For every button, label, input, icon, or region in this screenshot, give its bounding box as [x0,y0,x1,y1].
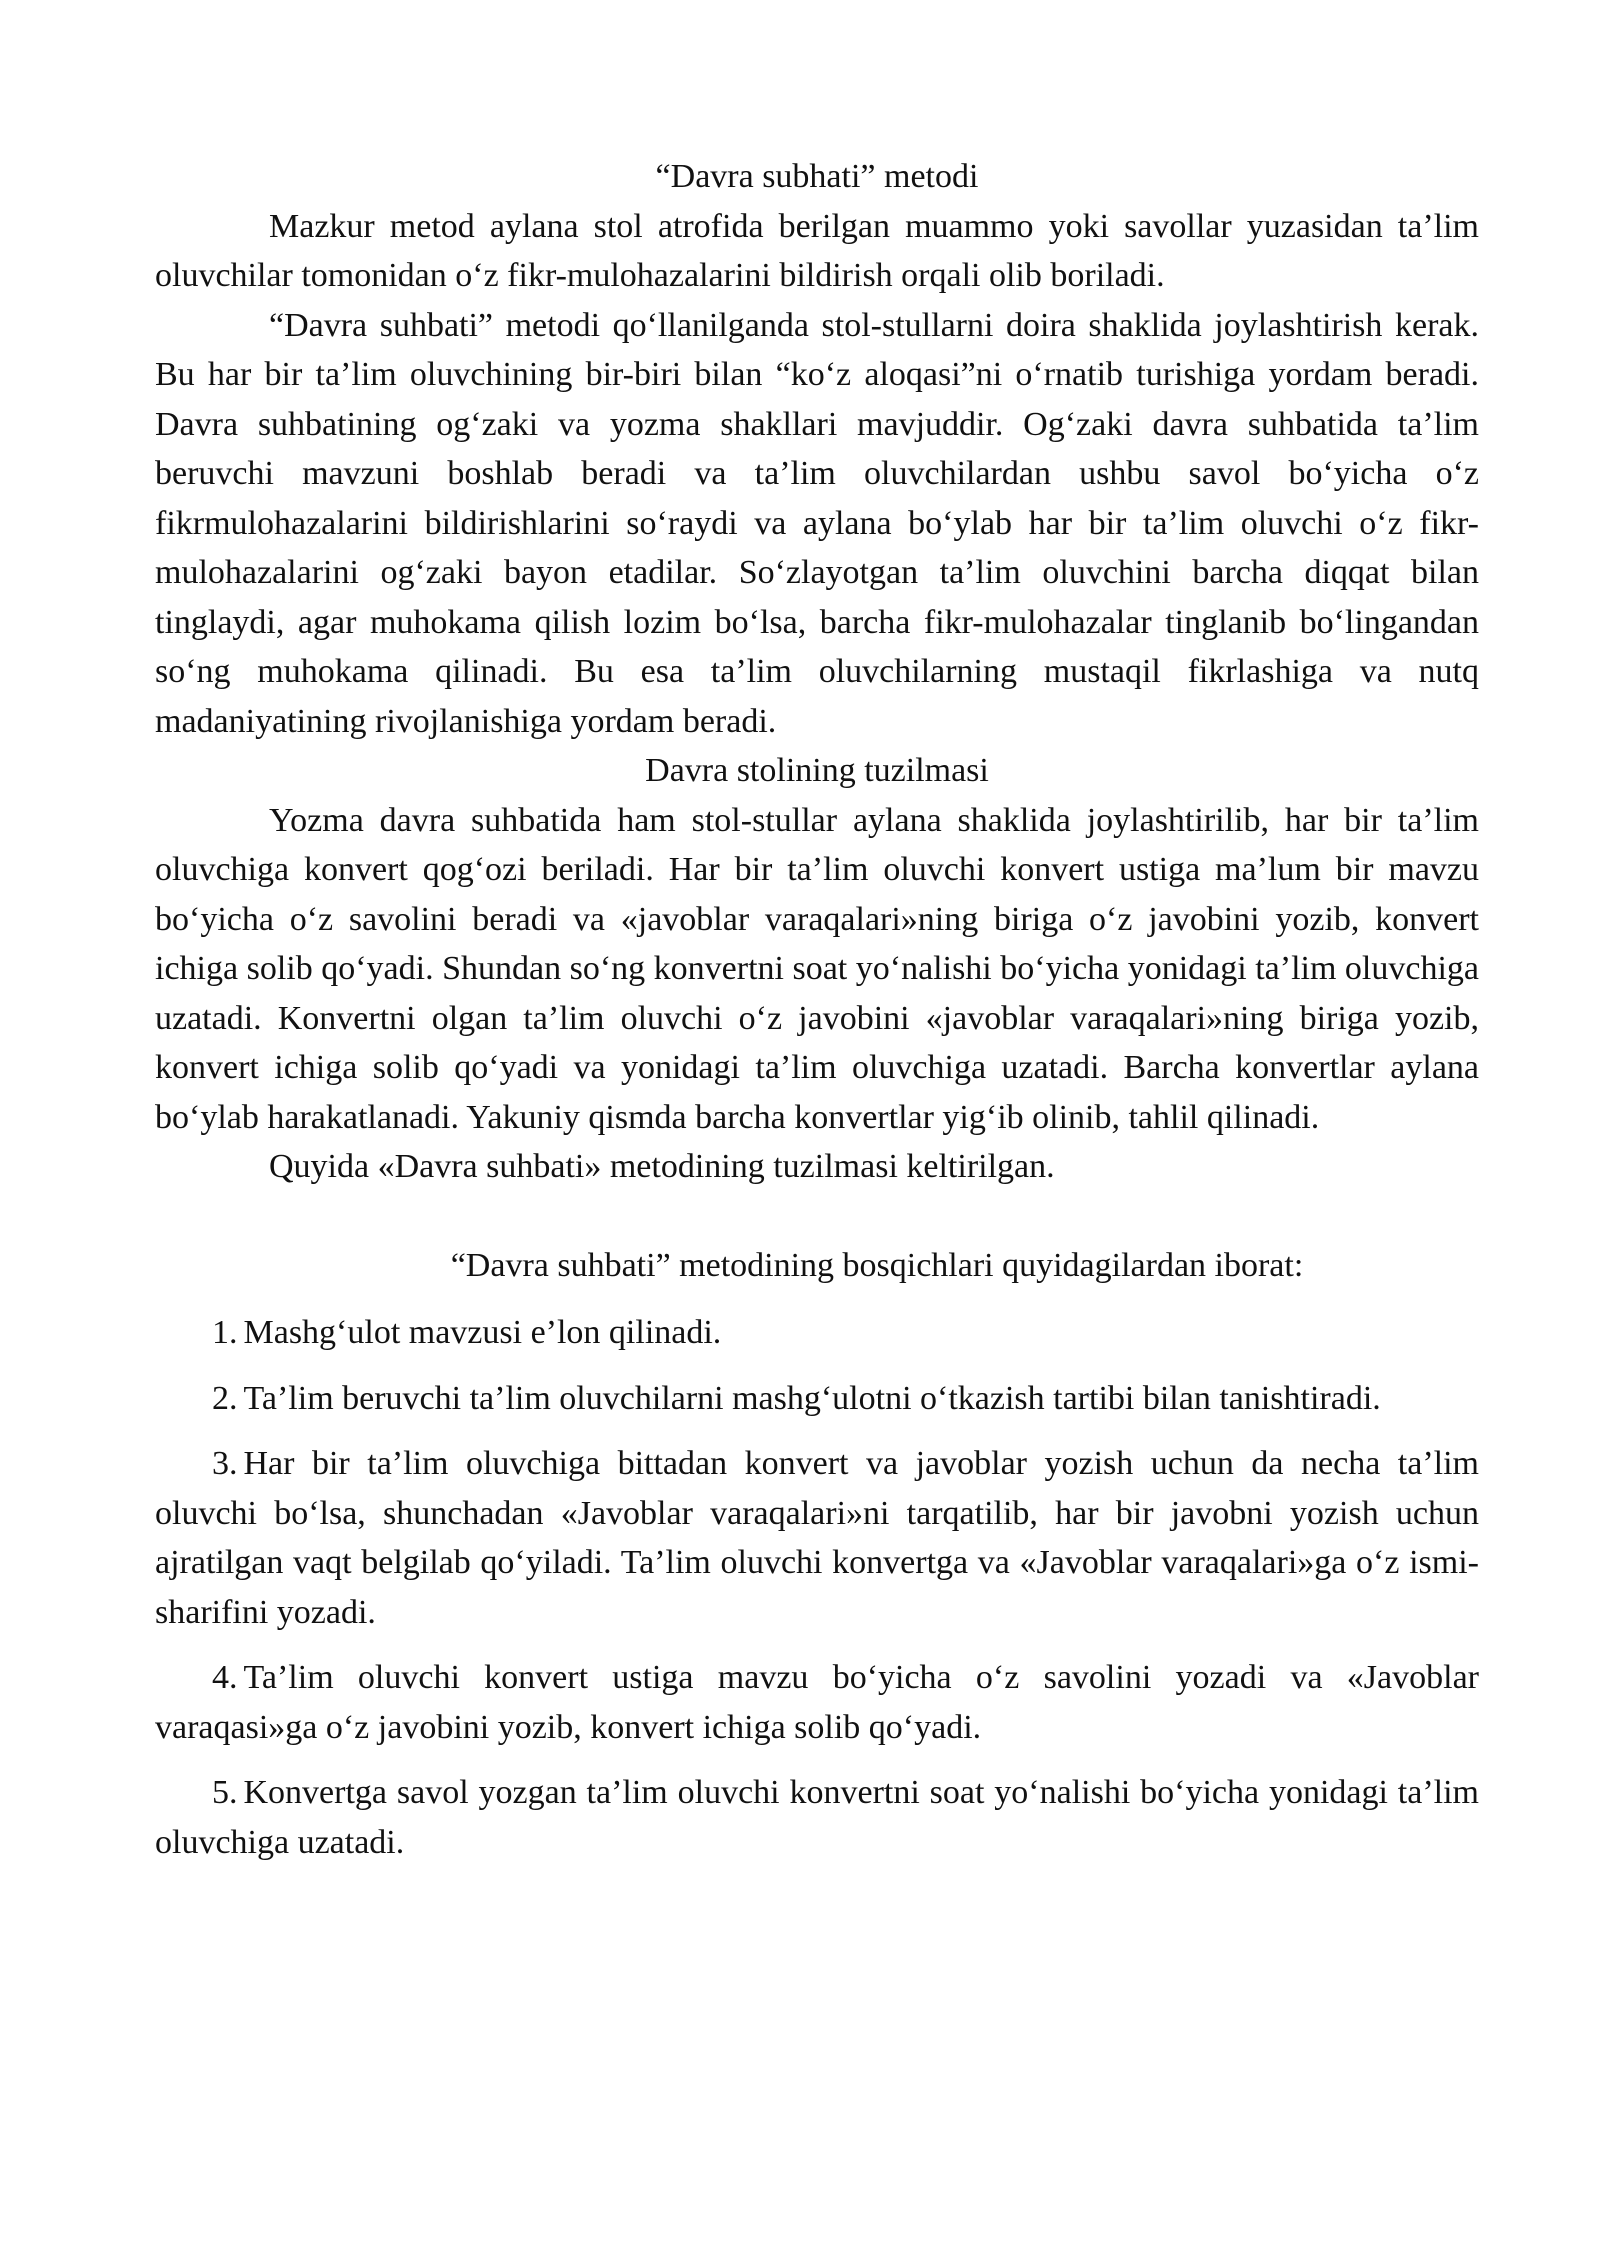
list-item-text: Har bir ta’lim oluvchiga bittadan konvert va javoblar yozish uchun da necha ta’lim oluvchi bo‘lsa, shunchadan «Javoblar varaqalari»ni tarqatilib, har bir javobni yozish uchun ajratilgan vaqt belgilab qo‘yiladi. Ta’lim oluvchi konvertga va «Javoblar varaqalari»ga o‘z ismi-sharifini yozadi. [155,1445,1479,1631]
list-item [155,1308,1479,1358]
list-item-number: 5. [212,1774,238,1811]
list-item [155,1374,1479,1424]
page-title: “Davra subhati” metodi [655,158,979,195]
list-item-number: 4. [212,1659,238,1696]
paragraph: Quyida «Davra suhbati» metodining tuzilmasi keltirilgan. [269,1148,1055,1185]
list-item-number: 1. [212,1314,238,1351]
document-body [155,152,1479,1883]
paragraph: “Davra suhbati” metodi qo‘llanilganda stol-stullarni doira shaklida joylashtirish kerak. Bu har bir ta’lim oluvchining bir-biri bilan “ko‘z aloqasi”ni o‘rnatib turishiga yordam beradi. Davra suhbatining og‘zaki va yozma shakllari mavjuddir. Og‘zaki davra suhbatida ta’lim beruvchi mavzuni boshlab beradi va ta’lim oluvchilardan ushbu savol bo‘yicha o‘z fikrmulohazalarini bildirishlarini so‘raydi va aylana bo‘ylab har bir ta’lim oluvchi o‘z fikr-mulohazalarini og‘zaki bayon etadilar. So‘zlayotgan ta’lim oluvchini barcha diqqat bilan tinglaydi, agar muhokama qilish lozim bo‘lsa, barcha fikr-mulohazalar tinglanib bo‘lingandan so‘ng muhokama qilinadi. Bu esa ta’lim oluvchilarning mustaqil fikrlashiga va nutq madaniyatining rivojlanishiga yordam beradi. [155,306,1479,740]
list-item [155,1439,1479,1637]
stages-list [155,1308,1479,1867]
paragraph: Yozma davra suhbatida ham stol-stullar aylana shaklida joylashtirilib, har bir ta’lim oluvchiga konvert qog‘ozi beriladi. Har bir ta’lim oluvchi konvert ustiga ma’lum bir mavzu bo‘yicha o‘z savolini beradi va «javoblar varaqalari»ning biriga o‘z javobini yozib, konvert ichiga solib qo‘yadi. Shundan so‘ng konvertni soat yo‘nalishi bo‘yicha yonidagi ta’lim oluvchiga uzatadi. Konvertni olgan ta’lim oluvchi o‘z javobini «javoblar varaqalari»ning biriga yozib, konvert ichiga solib qo‘yadi va yonidagi ta’lim oluvchiga uzatadi. Barcha konvertlar aylana bo‘ylab harakatlanadi. Yakuniy qismda barcha konvertlar yig‘ib olinib, tahlil qilinadi. [155,801,1479,1136]
section-subtitle: Davra stolining tuzilmasi [645,752,989,789]
list-item-number: 3. [212,1445,238,1482]
list-item-text: Ta’lim beruvchi ta’lim oluvchilarni mashg‘ulotni o‘tkazish tartibi bilan tanishtiradi. [243,1379,1381,1417]
spacer [155,1192,1479,1241]
list-item-text: Ta’lim oluvchi konvert ustiga mavzu bo‘yicha o‘z savolini yozadi va «Javoblar varaqasi»ga o‘z javobini yozib, konvert ichiga solib qo‘yadi. [155,1659,1479,1746]
stages-heading: “Davra suhbati” metodining bosqichlari quyidagilardan iborat: [450,1246,1304,1284]
paragraph: Mazkur metod aylana stol atrofida berilgan muammo yoki savollar yuzasidan ta’lim oluvchilar tomonidan o‘z fikr-mulohazalarini bildirish orqali olib boriladi. [155,207,1479,294]
list-item-text: Mashg‘ulot mavzusi e’lon qilinadi. [243,1314,722,1351]
list-item [155,1653,1479,1752]
list-item-number: 2. [212,1379,238,1417]
list-item [155,1768,1479,1867]
list-item-text: Konvertga savol yozgan ta’lim oluvchi konvertni soat yo‘nalishi bo‘yicha yonidagi ta’lim oluvchiga uzatadi. [155,1774,1479,1861]
